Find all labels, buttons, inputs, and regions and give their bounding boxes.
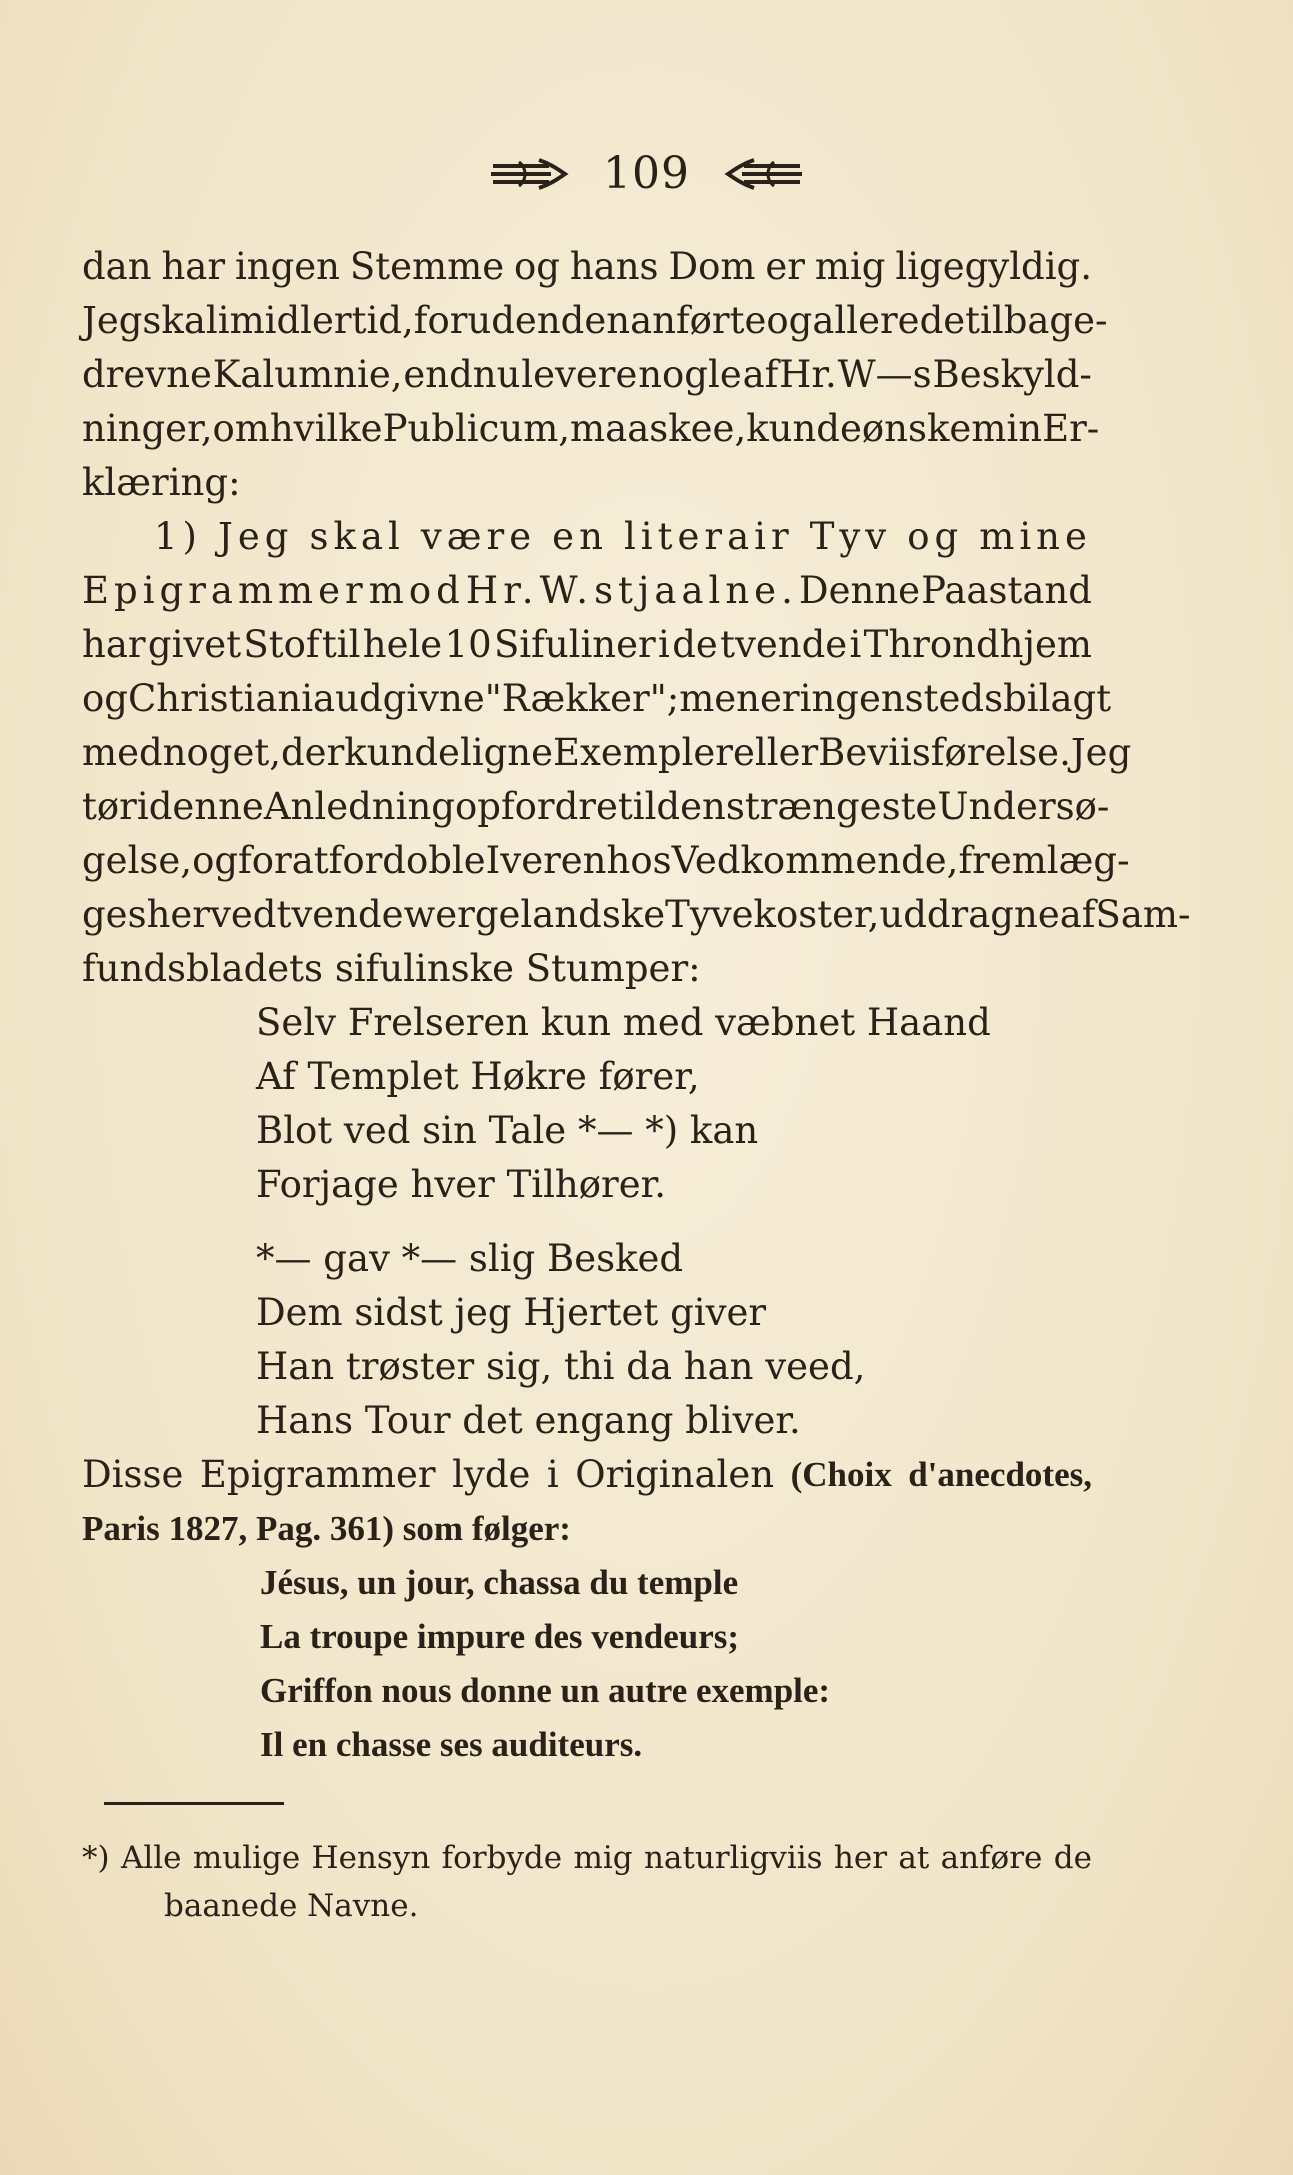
text-line: fundsbladets sifulinske Stumper: [82, 947, 701, 990]
french-verse-line: Griffon nous donne un autre exemple: [260, 1671, 831, 1710]
text-line: og Christiania udgivne "Rækker"; men er ingensteds bilagt [82, 677, 1112, 720]
footnote-line: *) Alle mulige Hensyn forbyde mig naturligviis her at anføre de [82, 1840, 1092, 1876]
french-verse-line: La troupe impure des vendeurs; [260, 1617, 740, 1656]
french-verse-line: Jésus, un jour, chassa du temple [260, 1563, 739, 1602]
page-number: 109 [603, 148, 690, 199]
text-line: dan har ingen Stemme og hans Dom er mig ligegyldig. [82, 245, 1092, 288]
verse-line: Blot ved sin Tale *— *) kan [256, 1109, 759, 1152]
french-verse-line: Il en chasse ses auditeurs. [260, 1725, 643, 1764]
verse-line: Selv Frelseren kun med væbnet Haand [256, 1001, 991, 1044]
body-text [82, 240, 1191, 1772]
text-line: 1) Jeg skal være en literair Tyv og mine [154, 515, 1092, 558]
verse-line: Hans Tour det engang bliver. [256, 1399, 801, 1442]
stanza-gap [82, 1212, 1092, 1232]
text-line: Epigrammer mod Hr. W. stjaalne. Denne Paastand [82, 569, 1092, 612]
text-line: drevne Kalumnie, endnu levere nogle af Hr. W—s Beskyld- [82, 353, 1092, 396]
footnote-line: baanede Navne. [164, 1888, 419, 1924]
text-line: tør i denne Anledning opfordre til den strængeste Undersø- [82, 785, 1110, 828]
text-line: ninger, om hvilke Publicum, maaskee, kunde ønske min Er- [82, 407, 1100, 450]
footnote [82, 1834, 1092, 1930]
left-ornament-icon [489, 154, 569, 194]
text-line: gelse, og forat fordoble Iveren hos Vedkommende, fremlæg- [82, 839, 1130, 882]
verse-line: Forjage hver Tilhører. [256, 1163, 666, 1206]
text-line: Disse Epigrammer lyde i Originalen (Choix d'anecdotes, [82, 1453, 1092, 1496]
page-header [0, 148, 1293, 199]
text-line: klæring: [82, 461, 241, 504]
footnote-rule [104, 1802, 284, 1805]
text-line: har givet Stof til hele 10 Sifuliner i de tvende i Throndhjem [82, 623, 1092, 666]
text-line: Jeg skal imidlertid, foruden den anførte og allerede tilbage- [82, 299, 1108, 342]
text-line: ges herved tvende wergelandske Tyvekoster, uddragne af Sam- [82, 893, 1191, 936]
verse-line: Dem sidst jeg Hjertet giver [256, 1291, 767, 1334]
verse-line: *— gav *— slig Besked [256, 1237, 684, 1280]
verse-line: Af Templet Høkre fører, [256, 1055, 700, 1098]
verse-line: Han trøster sig, thi da han veed, [256, 1345, 866, 1388]
right-ornament-icon [724, 154, 804, 194]
text-line: med noget, der kunde ligne Exempler eller Beviisførelse. Jeg [82, 731, 1132, 774]
text-line: Paris 1827, Pag. 361) som følger: [82, 1509, 571, 1548]
